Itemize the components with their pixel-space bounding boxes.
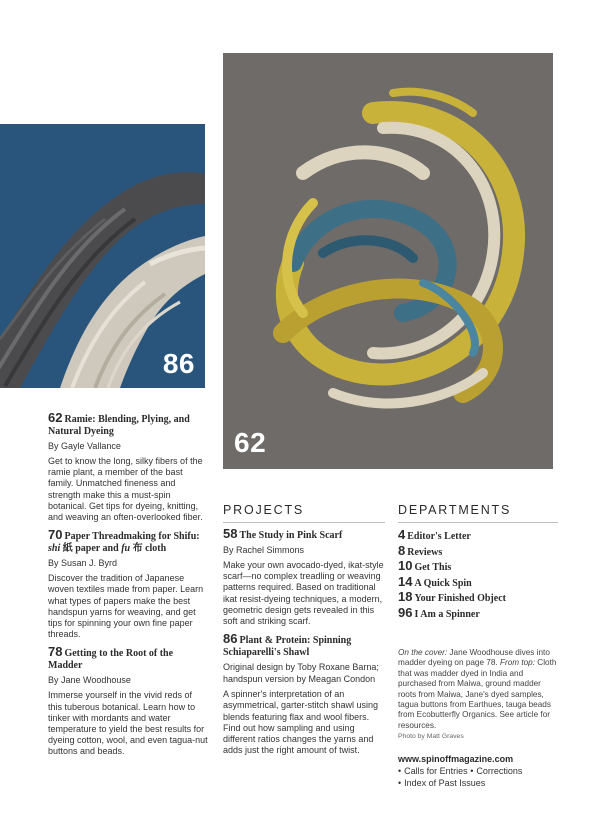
corrections-link[interactable]: Corrections xyxy=(476,765,523,776)
index-of-past-issues-link[interactable]: Index of Past Issues xyxy=(404,777,486,788)
department-page-number: 18 xyxy=(398,589,413,604)
website-links xyxy=(398,753,558,789)
article-page-number: 62 xyxy=(48,410,63,425)
page-number-label: 62 xyxy=(234,427,267,458)
departments-list xyxy=(398,528,558,621)
cover-caption-from-top: From top: xyxy=(499,658,536,668)
article-title-text: 紙 paper and xyxy=(60,543,122,555)
department-page-number: 4 xyxy=(398,527,406,542)
department-page-number: 96 xyxy=(398,604,413,620)
article-page-number: 70 xyxy=(48,527,63,543)
article-byline: By Jane Woodhouse xyxy=(48,675,131,686)
website-url-link[interactable]: www.spinoffmagazine.com xyxy=(398,753,514,764)
article-description: Discover the tradition of Japanese woven textiles made from paper. Learn what types of papers make the best handspun yarns for weaving, and get tips for spinning your own fine paper threads. xyxy=(48,573,204,640)
article-page-number: 86 xyxy=(223,631,238,647)
department-page-number: 8 xyxy=(398,542,406,558)
article-title-italic: fu xyxy=(121,543,131,555)
department-item[interactable] xyxy=(398,544,558,560)
article-title-text: Ramie: Blending, Plying, and Natural Dyeing xyxy=(48,414,190,437)
article-title xyxy=(223,633,385,659)
department-title: Reviews xyxy=(407,546,443,558)
department-title: A Quick Spin xyxy=(414,577,472,589)
article-title-italic: shi xyxy=(48,543,61,555)
cover-caption-details: Cloth that was madder dyed in India and purchased from Maiwa, ground madder roots from Maiwa, Jane's dyed samples, tagua buttons from Earthues, tauga beads from Ecobutterfly Organics. See article for resources. xyxy=(398,658,557,730)
article-title-text: The Study in Pink Scarf xyxy=(239,530,343,541)
departments-column xyxy=(398,503,558,789)
department-item[interactable] xyxy=(398,606,558,622)
article-title xyxy=(48,529,208,555)
article-description: Make your own avocado-dyed, ikat-style scarf—no complex treadling or weaving patterns required. Based on traditional ikat resist-dyeing techniques, a modern, geometric design gets revealed in this soft and striking scarf. xyxy=(223,560,384,627)
calls-for-entries-link[interactable]: Calls for Entries xyxy=(404,765,468,776)
photo-credit: Photo by Matt Graves xyxy=(398,733,464,741)
article-page-number: 78 xyxy=(48,644,63,660)
department-title: Editor's Letter xyxy=(407,531,471,542)
article-page-number: 58 xyxy=(223,526,238,541)
project-article-pink-scarf[interactable] xyxy=(223,528,385,627)
bullet-icon: • xyxy=(398,777,402,788)
department-item[interactable] xyxy=(398,575,558,591)
photo-dyed-yarn-swirl xyxy=(223,53,553,469)
article-byline: By Susan J. Byrd xyxy=(48,558,118,569)
article-title-text: 布 cloth xyxy=(130,543,167,555)
department-page-number: 14 xyxy=(398,573,413,589)
department-item[interactable] xyxy=(398,528,558,544)
department-item[interactable] xyxy=(398,559,558,575)
projects-heading: PROJECTS xyxy=(223,503,385,523)
web-link-line xyxy=(398,777,558,789)
cover-caption-lead: On the cover: xyxy=(398,648,448,657)
project-article-schiaparelli-shawl[interactable] xyxy=(223,633,385,756)
photo-grey-yarn-skeins xyxy=(0,124,205,388)
department-title: Get This xyxy=(414,562,452,573)
article-title xyxy=(48,646,208,672)
features-column xyxy=(48,412,208,764)
article-description: Immerse yourself in the vivid reds of this tuberous botanical. Learn how to tinker with mordants and water temperature to yield the best results for dyeing cotton, wool, and even tagua-nut buttons and beads. xyxy=(48,690,208,757)
feature-article-madder[interactable] xyxy=(48,646,208,757)
feature-article-shifu[interactable] xyxy=(48,529,208,640)
article-byline: By Gayle Vallance xyxy=(48,441,121,451)
article-title-text: Getting to the Root of the Madder xyxy=(48,648,174,672)
department-title: Your Finished Object xyxy=(414,593,506,604)
article-title-text: Plant & Protein: Spinning Schiaparelli's Shawl xyxy=(223,635,352,659)
article-title xyxy=(48,412,208,438)
feature-article-ramie[interactable] xyxy=(48,412,208,523)
article-description: A spinner's interpretation of an asymmetrical, garter-stitch shawl using blends featuring flax and wool fibers. Find out how sampling and using different ratios changes the yarns and adds just the right amount of twist. xyxy=(223,689,379,756)
web-link-line xyxy=(398,765,558,777)
yarn-swirl-illustration xyxy=(223,53,553,469)
article-description: Get to know the long, silky fibers of the ramie plant, a member of the bast family. Unmatched fineness and strength make this a must-spin botanical. Get tips for dyeing, knitting, and weaving an often-overlooked fiber. xyxy=(48,456,203,523)
cover-caption-text: Jane Woodhouse dives into madder dyeing on page 78. xyxy=(398,648,550,668)
bullet-icon: • xyxy=(470,765,474,776)
department-page-number: 10 xyxy=(398,558,413,573)
article-title-text: Paper Threadmaking for Shifu: xyxy=(64,531,200,543)
department-title: I Am a Spinner xyxy=(414,608,480,620)
department-item[interactable] xyxy=(398,590,558,606)
projects-column xyxy=(223,503,385,762)
article-byline: Original design by Toby Roxane Barna; handspun version by Meagan Condon xyxy=(223,662,379,685)
cover-caption xyxy=(398,648,558,743)
departments-heading: DEPARTMENTS xyxy=(398,503,558,523)
article-title xyxy=(223,528,385,542)
article-byline: By Rachel Simmons xyxy=(223,545,305,555)
page-number-label: 86 xyxy=(162,348,195,379)
bullet-icon: • xyxy=(398,765,402,776)
